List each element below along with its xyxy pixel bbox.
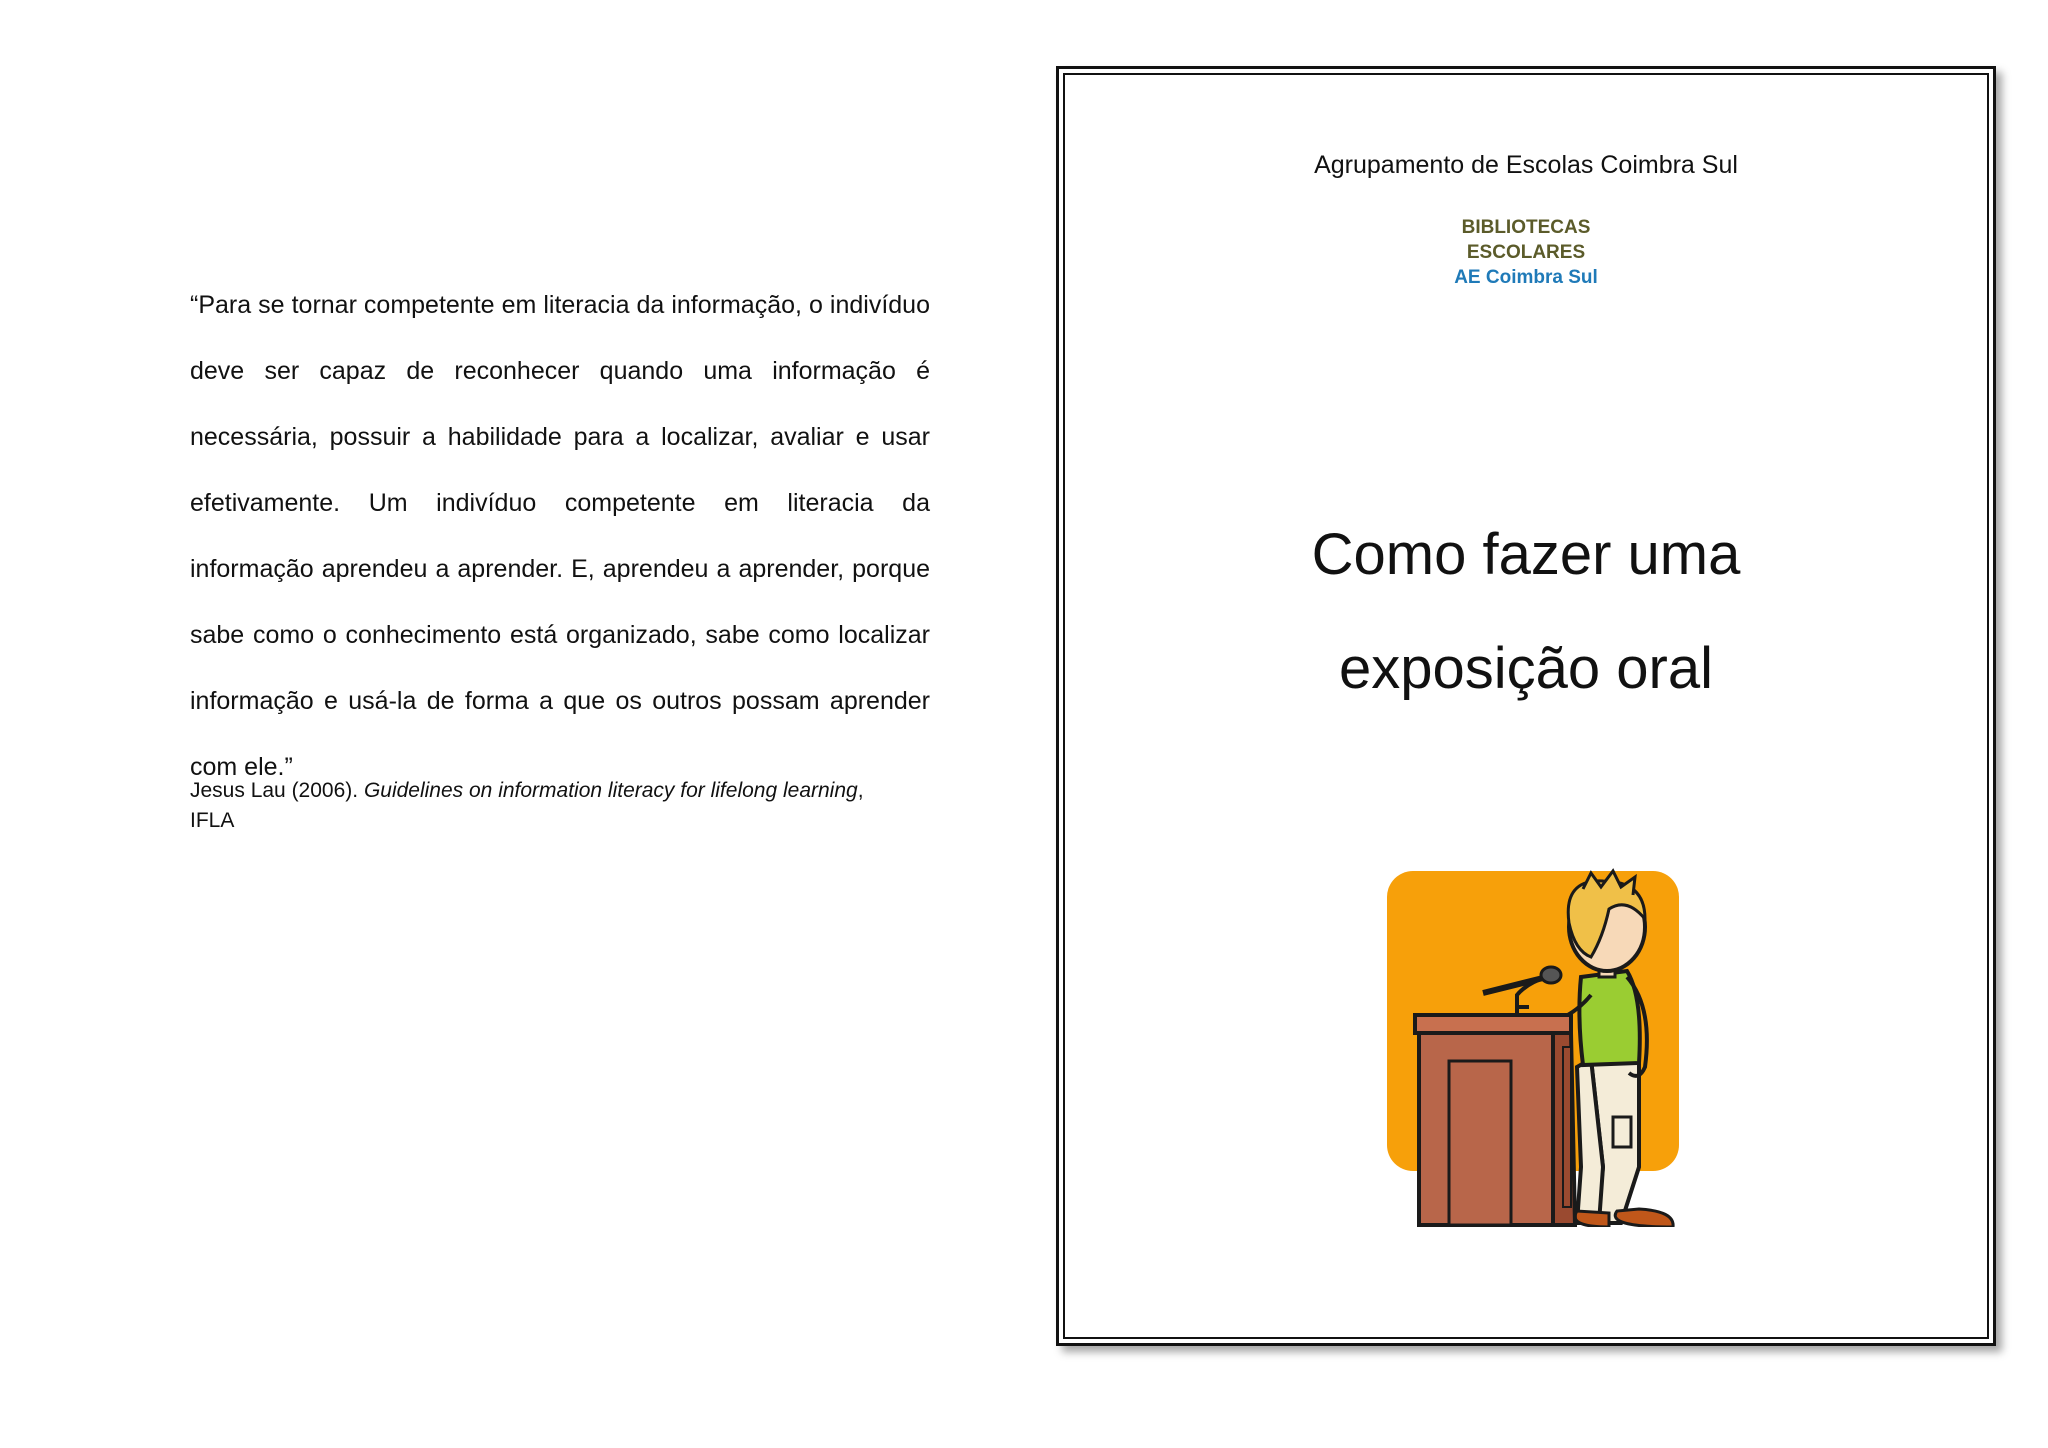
citation-author: Jesus Lau (2006). xyxy=(190,779,364,802)
cover-title-line1: Como fazer uma xyxy=(1311,521,1741,587)
cover-title xyxy=(1065,498,1987,726)
citation xyxy=(190,776,950,836)
libraries-line3: AE Coimbra Sul xyxy=(1454,267,1598,288)
speaker-at-podium-icon xyxy=(1377,867,1689,1227)
libraries-line2: ESCOLARES xyxy=(1466,242,1586,263)
quote-block xyxy=(190,272,930,800)
citation-separator: , xyxy=(857,779,864,802)
libraries-line1: BIBLIOTECAS xyxy=(1461,217,1591,238)
quote-text: “Para se tornar competente em literacia da informação, o indivíduo deve ser capaz de reconhecer quando uma informação é necessária, possuir a habilidade para a localizar, avaliar e usar efetivamente. Um indivíduo competente em literacia da informação aprendeu a aprender. E, aprendeu a aprender, porque sabe como o conhecimento está organizado, sabe como localizar informação e usá-la de forma a que os outros possam aprender com ele.” xyxy=(190,291,930,781)
citation-org: IFLA xyxy=(190,809,235,832)
libraries-logo xyxy=(1065,215,1987,290)
citation-title: Guidelines on information literacy for lifelong learning xyxy=(363,779,858,802)
cover-title-line2: exposição oral xyxy=(1339,635,1713,701)
cover-page xyxy=(1056,66,1996,1346)
school-name: Agrupamento de Escolas Coimbra Sul xyxy=(1314,151,1738,179)
cover-inner-border xyxy=(1063,73,1989,1339)
